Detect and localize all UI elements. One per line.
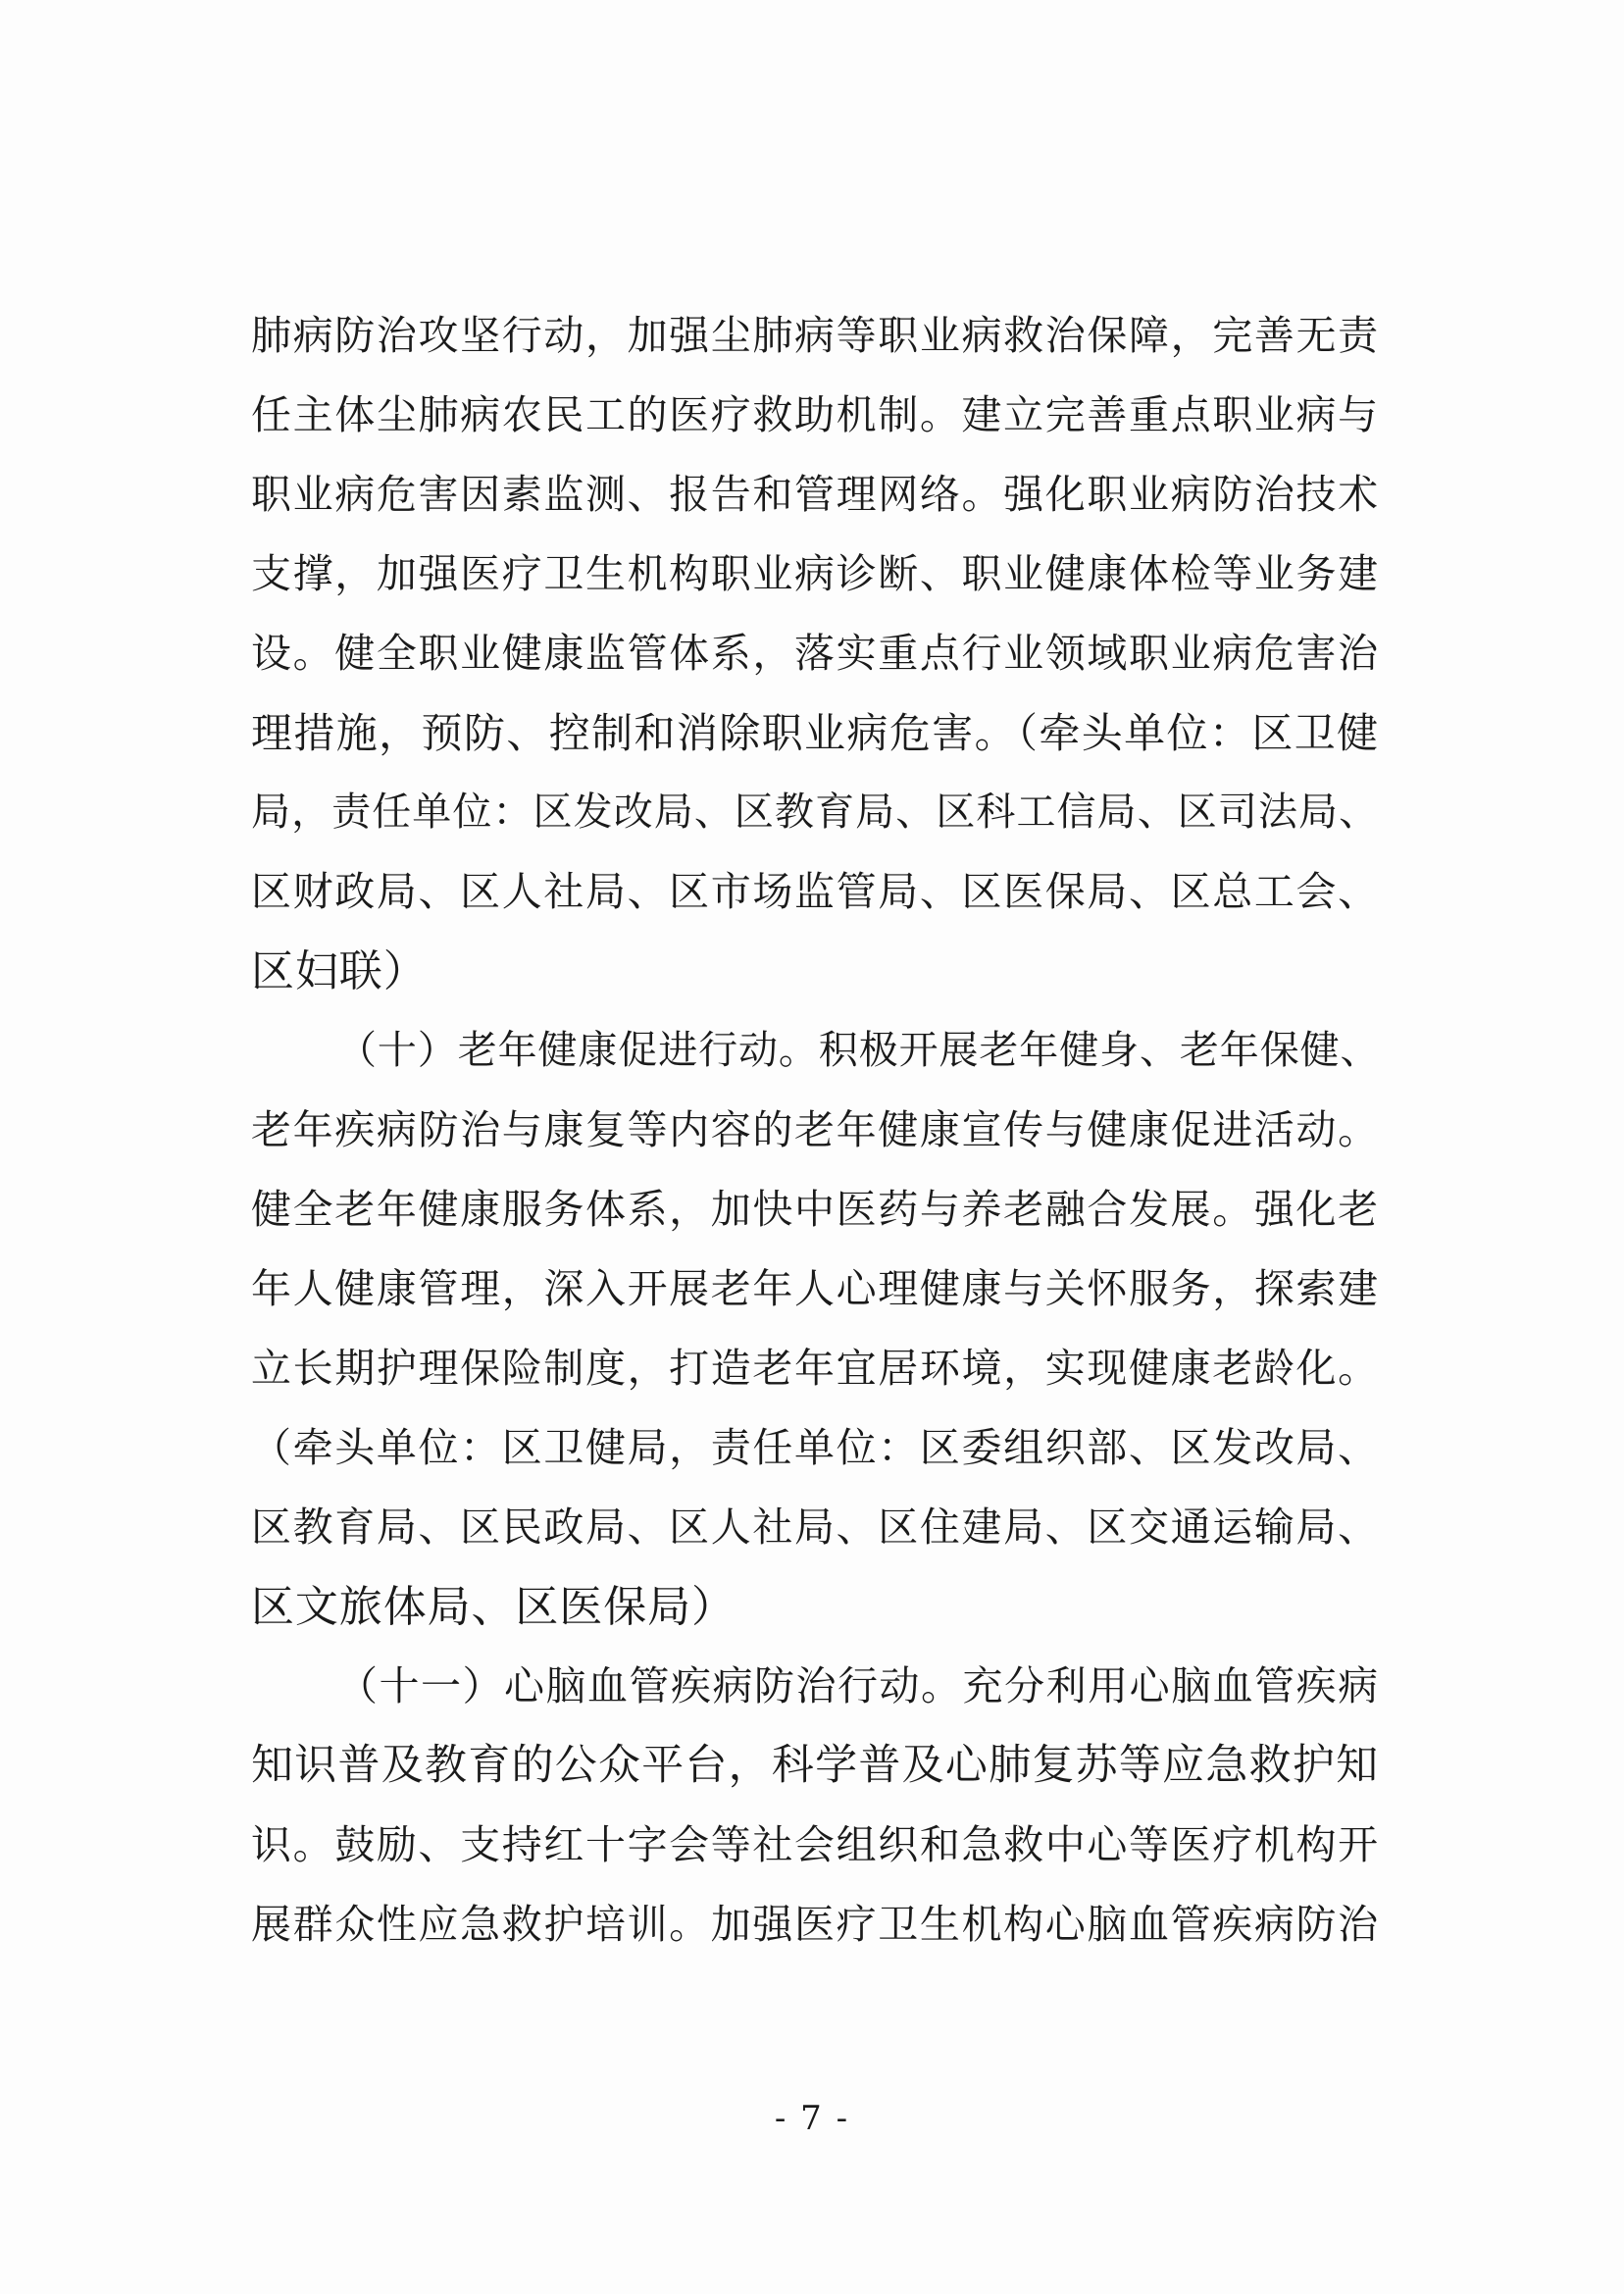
text-line: 展群众性应急救护培训。加强医疗卫生机构心脑血管疾病防治 [251,1901,1379,1948]
text-line: （牵头单位：区卫健局，责任单位：区委组织部、区发改局、 [251,1424,1379,1471]
text-line: 肺病防治攻坚行动，加强尘肺病等职业病救治保障，完善无责 [251,312,1379,359]
text-line: 区教育局、区民政局、区人社局、区住建局、区交通运输局、 [251,1504,1379,1551]
text-line: 理措施，预防、控制和消除职业病危害。（牵头单位：区卫健 [251,709,1379,757]
section-heading-line: （十）老年健康促进行动。积极开展老年健身、老年保健、 [337,1028,1381,1073]
text-line: 区文旅体局、区医保局） [251,1582,736,1632]
text-line: 知识普及教育的公众平台，科学普及心肺复苏等应急救护知 [251,1741,1379,1790]
text-line: 局，责任单位：区发改局、区教育局、区科工信局、区司法局、 [251,790,1379,835]
page-number: - 7 - [774,2099,850,2138]
text-line: 支撑，加强医疗卫生机构职业病诊断、职业健康体检等业务建 [251,550,1379,597]
text-line: 老年疾病防治与康复等内容的老年健康宣传与健康促进活动。 [251,1106,1379,1153]
text-line: 任主体尘肺病农民工的医疗救助机制。建立完善重点职业病与 [251,391,1379,438]
text-line: 健全老年健康服务体系，加快中医药与养老融合发展。强化老 [251,1186,1379,1233]
text-line: 识。鼓励、支持红十字会等社会组织和急救中心等医疗机构开 [251,1821,1379,1868]
text-line: 年人健康管理，深入开展老年人心理健康与关怀服务，探索建 [251,1265,1379,1312]
body-text [251,296,1379,1964]
section-heading-line: （十一）心脑血管疾病防治行动。充分利用心脑血管疾病 [337,1662,1379,1709]
text-line: 立长期护理保险制度，打造老年宜居环境，实现健康老龄化。 [251,1345,1379,1392]
text-line: 区妇联） [251,946,428,996]
text-line: 区财政局、区人社局、区市场监管局、区医保局、区总工会、 [251,868,1379,915]
text-line: 设。健全职业健康监管体系，落实重点行业领域职业病危害治 [251,630,1379,677]
text-line: 职业病危害因素监测、报告和管理网络。强化职业病防治技术 [251,471,1379,518]
